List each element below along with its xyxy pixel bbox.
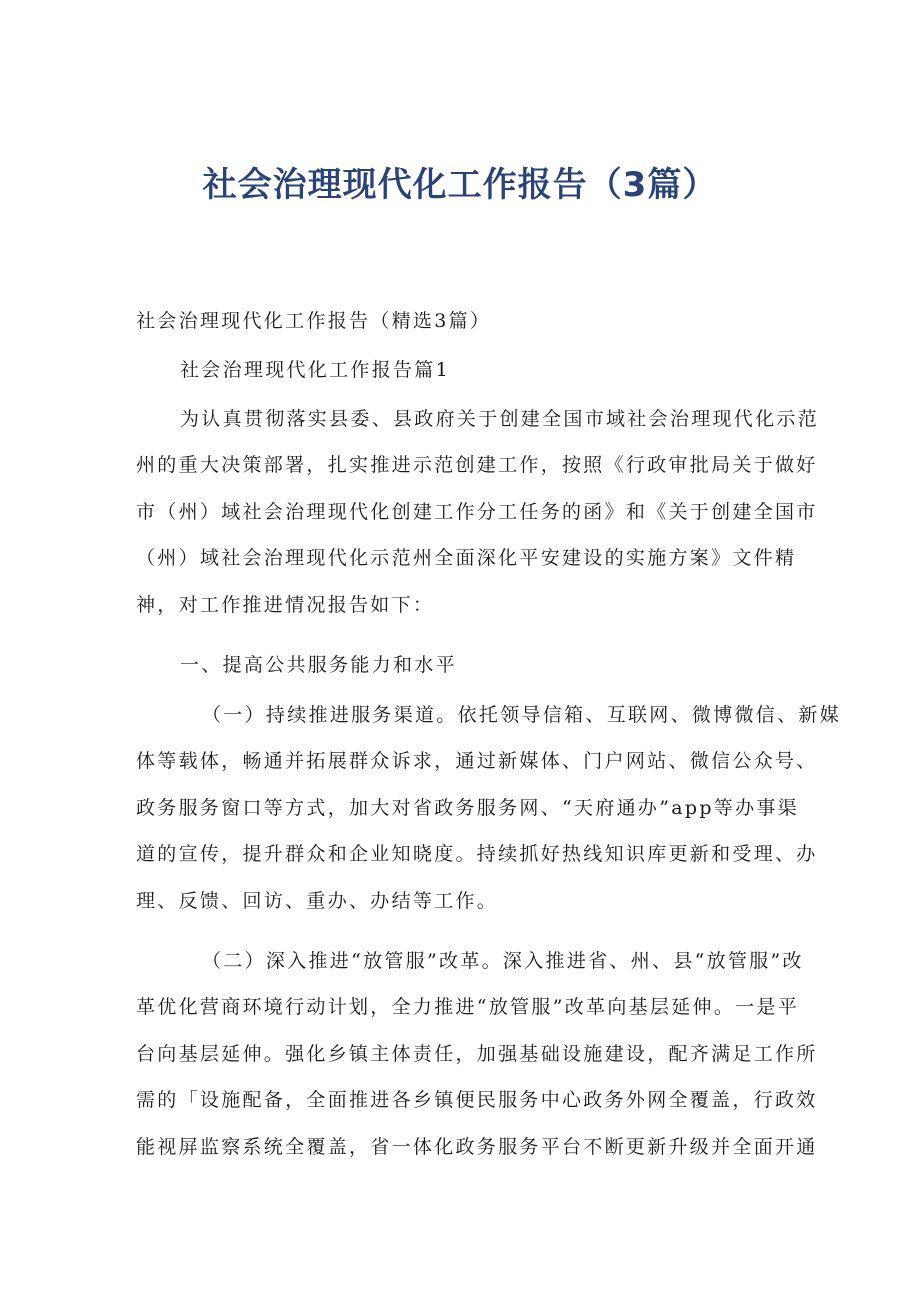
intro-line: 为认真贯彻落实县委、县政府关于创建全国市域社会治理现代化示范: [180, 408, 820, 430]
item-2-line: 台向基层延伸。强化乡镇主体责任，加强基础设施建设，配齐满足工作所: [136, 1042, 818, 1065]
item-1-line: 道的宣传，提升群众和企业知晓度。持续抓好热线知识库更新和受理、办: [136, 843, 818, 866]
article-heading: 社会治理现代化工作报告篇1: [180, 359, 450, 381]
item-1-line: 理、反馈、回访、重办、办结等工作。: [136, 889, 499, 912]
item-1-line: （一）持续推进服务渠道。依托领导信箱、互联网、微博微信、新媒: [202, 704, 842, 726]
intro-line: 州的重大决策部署，扎实推进示范创建工作，按照《行政审批局关于做好: [136, 454, 818, 477]
item-1-line: 政务服务窗口等方式，加大对省政务服务网、“天府通办”app等办事渠: [136, 796, 799, 819]
section-1-heading: 一、提高公共服务能力和水平: [180, 654, 457, 676]
intro-line: 市（州）域社会治理现代化创建工作分工任务的函》和《关于创建全国市: [136, 500, 818, 523]
item-2-paragraph: [136, 938, 818, 1170]
item-1-line: 体等载体，畅通并拓展群众诉求，通过新媒体、门户网站、微信公众号、: [136, 750, 818, 773]
item-2-line: 需的「设施配备，全面推进各乡镇便民服务中心政务外网全覆盖，行政效: [136, 1089, 818, 1112]
document-subtitle: 社会治理现代化工作报告（精选3篇）: [136, 310, 492, 332]
intro-paragraph: [136, 396, 820, 628]
intro-line: 神，对工作推进情况报告如下：: [136, 593, 435, 616]
intro-line: （州）域社会治理现代化示范州全面深化平安建设的实施方案》文件精: [136, 547, 797, 570]
item-2-line: 能视屏监察系统全覆盖，省一体化政务服务平台不断更新升级并全面开通: [136, 1135, 818, 1158]
document-title: 社会治理现代化工作报告（3篇）: [202, 165, 718, 205]
item-2-line: （二）深入推进“放管服”改革。深入推进省、州、县“放管服”改: [202, 950, 804, 972]
item-2-line: 革优化营商环境行动计划，全力推进“放管服”改革向基层延伸。一是平: [136, 996, 800, 1019]
item-1-paragraph: [136, 692, 842, 924]
